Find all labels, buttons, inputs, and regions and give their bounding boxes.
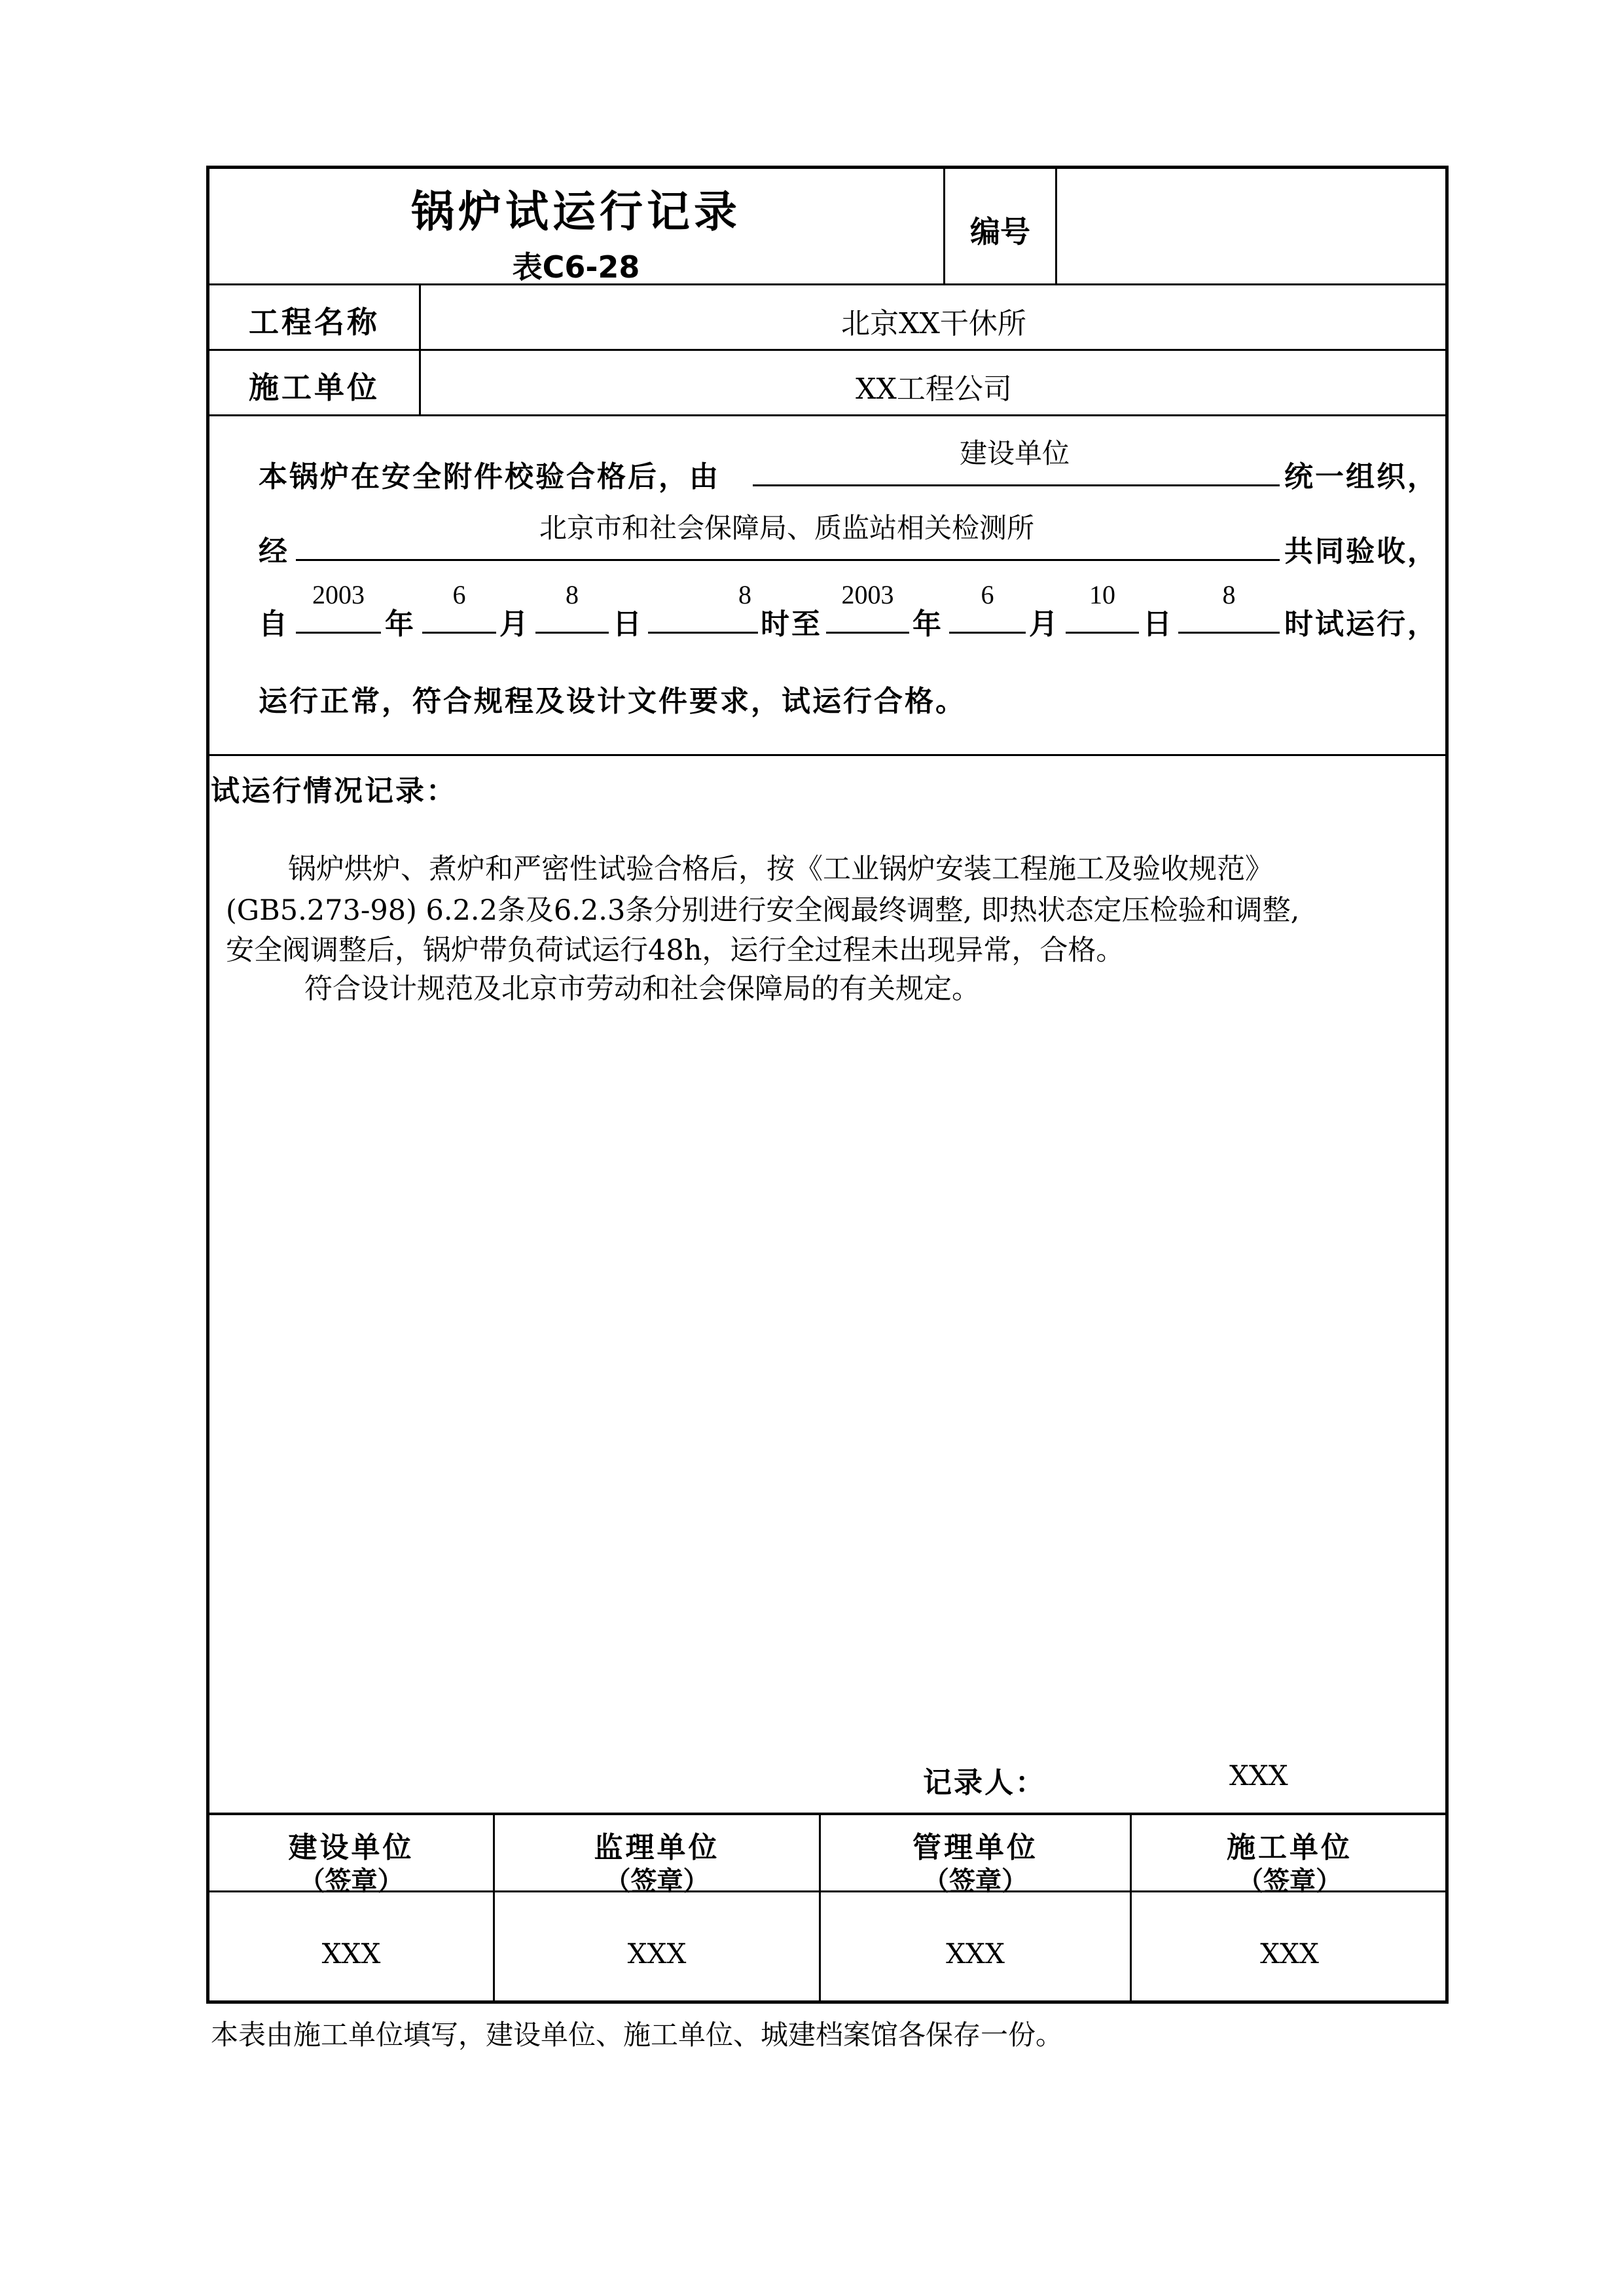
sign-name-construction[interactable]: XXX bbox=[321, 1938, 381, 1970]
sign-name-management[interactable]: XXX bbox=[946, 1938, 1005, 1970]
sign-name-contractor[interactable]: XXX bbox=[1260, 1938, 1319, 1970]
footer-note: 本表由施工单位填写，建设单位、施工单位、城建档案馆各保存一份。 bbox=[211, 2019, 1064, 2051]
end-month-underline bbox=[949, 632, 1026, 634]
record-para1-line2[interactable]: (GB5.273-98) 6.2.2条及6.2.3条分别进行安全阀最终调整, 即热状态定压检验和调整, bbox=[226, 894, 1300, 927]
start-day-underline bbox=[535, 632, 609, 634]
end-hour-underline bbox=[1178, 632, 1280, 634]
statement-line1-suffix: 统一组织， bbox=[1284, 460, 1438, 494]
start-hour-underline bbox=[648, 632, 758, 634]
organizer-underline bbox=[753, 484, 1280, 486]
sign-seal-contractor: （签章） bbox=[1237, 1866, 1342, 1896]
divider-record bbox=[206, 1813, 1449, 1815]
statement-line2-suffix: 共同验收， bbox=[1284, 535, 1438, 568]
end-year[interactable]: 2003 bbox=[841, 580, 894, 609]
end-hour[interactable]: 8 bbox=[1222, 580, 1236, 609]
sign-seal-construction: （签章） bbox=[298, 1866, 404, 1896]
divider-number-value bbox=[1055, 166, 1057, 285]
divider-unit bbox=[206, 414, 1449, 416]
hour-to-label: 时至 bbox=[761, 607, 822, 641]
sign-unit-contractor: 施工单位 bbox=[1227, 1831, 1352, 1864]
start-year[interactable]: 2003 bbox=[312, 580, 365, 609]
end-month[interactable]: 6 bbox=[981, 580, 994, 609]
start-year-underline bbox=[296, 632, 381, 634]
construction-unit-label: 施工单位 bbox=[249, 370, 380, 405]
end-day[interactable]: 10 bbox=[1089, 580, 1115, 609]
hour-end-label: 时试运行， bbox=[1284, 607, 1438, 641]
project-name-value[interactable]: 北京XX干休所 bbox=[841, 307, 1026, 340]
record-para1-line1[interactable]: 锅炉烘炉、煮炉和严密性试验合格后，按《工业锅炉安装工程施工及验收规范》 bbox=[288, 853, 1273, 886]
start-day[interactable]: 8 bbox=[566, 580, 579, 609]
number-label: 编号 bbox=[970, 214, 1030, 249]
start-month-underline bbox=[422, 632, 496, 634]
year-label-2: 年 bbox=[912, 607, 943, 641]
recorder-value[interactable]: XXX bbox=[1229, 1760, 1288, 1792]
record-heading: 试运行情况记录： bbox=[211, 774, 457, 808]
statement-line2-prefix: 经 bbox=[259, 535, 289, 568]
sign-unit-construction: 建设单位 bbox=[288, 1831, 414, 1864]
year-label-1: 年 bbox=[385, 607, 416, 641]
record-para1-line3[interactable]: 安全阀调整后，锅炉带负荷试运行48h，运行全过程未出现异常，合格。 bbox=[226, 934, 1125, 967]
inspectors-value[interactable]: 北京市和社会保障局、质监站相关检测所 bbox=[539, 512, 1034, 544]
statement-conclusion: 运行正常，符合规程及设计文件要求，试运行合格。 bbox=[259, 685, 966, 718]
recorder-label: 记录人： bbox=[923, 1766, 1046, 1799]
sign-seal-management: （签章） bbox=[923, 1866, 1028, 1896]
start-hour[interactable]: 8 bbox=[738, 580, 751, 609]
form-title: 锅炉试运行记录 bbox=[411, 187, 741, 237]
project-name-label: 工程名称 bbox=[249, 304, 380, 340]
from-label: 自 bbox=[259, 607, 289, 641]
record-para2[interactable]: 符合设计规范及北京市劳动和社会保障局的有关规定。 bbox=[304, 973, 980, 1005]
day-label-1: 日 bbox=[613, 607, 643, 641]
statement-line1-prefix: 本锅炉在安全附件校验合格后，由 bbox=[259, 460, 720, 494]
month-label-1: 月 bbox=[499, 607, 530, 641]
sign-seal-supervision: （签章） bbox=[604, 1866, 710, 1896]
month-label-2: 月 bbox=[1029, 607, 1060, 641]
end-year-underline bbox=[826, 632, 909, 634]
organizer-value[interactable]: 建设单位 bbox=[959, 437, 1070, 469]
form-code: 表C6-28 bbox=[512, 249, 640, 285]
end-day-underline bbox=[1066, 632, 1139, 634]
inspectors-underline bbox=[296, 559, 1280, 561]
sign-unit-supervision: 监理单位 bbox=[594, 1831, 720, 1864]
divider-header bbox=[206, 283, 1449, 285]
sign-name-supervision[interactable]: XXX bbox=[627, 1938, 687, 1970]
day-label-2: 日 bbox=[1143, 607, 1174, 641]
sign-unit-management: 管理单位 bbox=[912, 1831, 1038, 1864]
divider-statement bbox=[206, 754, 1449, 756]
divider-project bbox=[206, 349, 1449, 351]
construction-unit-value[interactable]: XX工程公司 bbox=[856, 372, 1012, 406]
start-month[interactable]: 6 bbox=[452, 580, 466, 609]
